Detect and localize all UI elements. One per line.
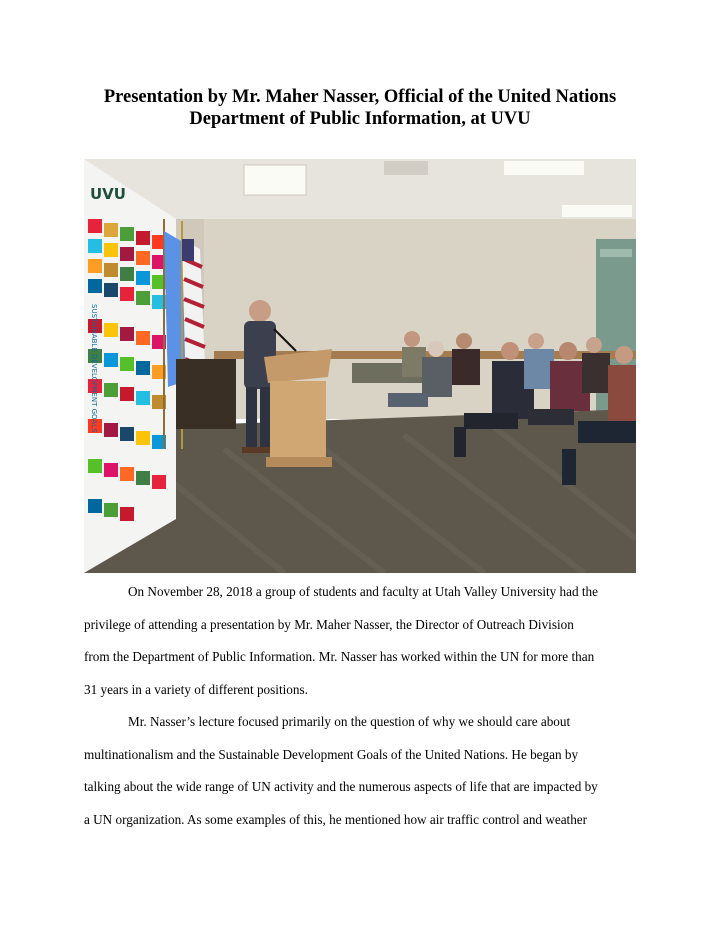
paragraph-2-line-1: Mr. Nasser’s lecture focused primarily on the question of why we should care about [128, 714, 571, 729]
paragraph-2-line-2: multinationalism and the Sustainable Development Goals of the United Nations. He began by [84, 746, 579, 762]
paragraph-1-line-2: privilege of attending a presentation by Mr. Maher Nasser, the Director of Outreach Division [84, 616, 574, 632]
paragraph-2-line-4: a UN organization. As some examples of this, he mentioned how air traffic control and weather [84, 811, 588, 827]
paragraph-2 [84, 712, 644, 842]
banner-sdg-text: SUSTAINABLE DEVELOPMENT GOALS [90, 304, 98, 433]
banner-uvu-text: UVU [90, 185, 126, 203]
title-line-1: Presentation by Mr. Maher Nasser, Official of the United Nations [103, 87, 617, 107]
document-title [60, 86, 660, 130]
title-line-2: Department of Public Information, at UVU [189, 109, 531, 129]
paragraph-1-line-3: from the Department of Public Information. Mr. Nasser has worked within the UN for more than [84, 649, 595, 664]
article-body [84, 582, 644, 842]
event-photo-illustration [84, 159, 636, 573]
paragraph-1 [84, 582, 644, 712]
paragraph-2-line-3: talking about the wide range of UN activity and the numerous aspects of life that are impacted by [84, 779, 598, 794]
paragraph-1-line-4: 31 years in a variety of different positions. [84, 681, 308, 697]
event-photo [84, 159, 636, 573]
paragraph-1-line-1: On November 28, 2018 a group of students and faculty at Utah Valley University had the [128, 584, 599, 599]
